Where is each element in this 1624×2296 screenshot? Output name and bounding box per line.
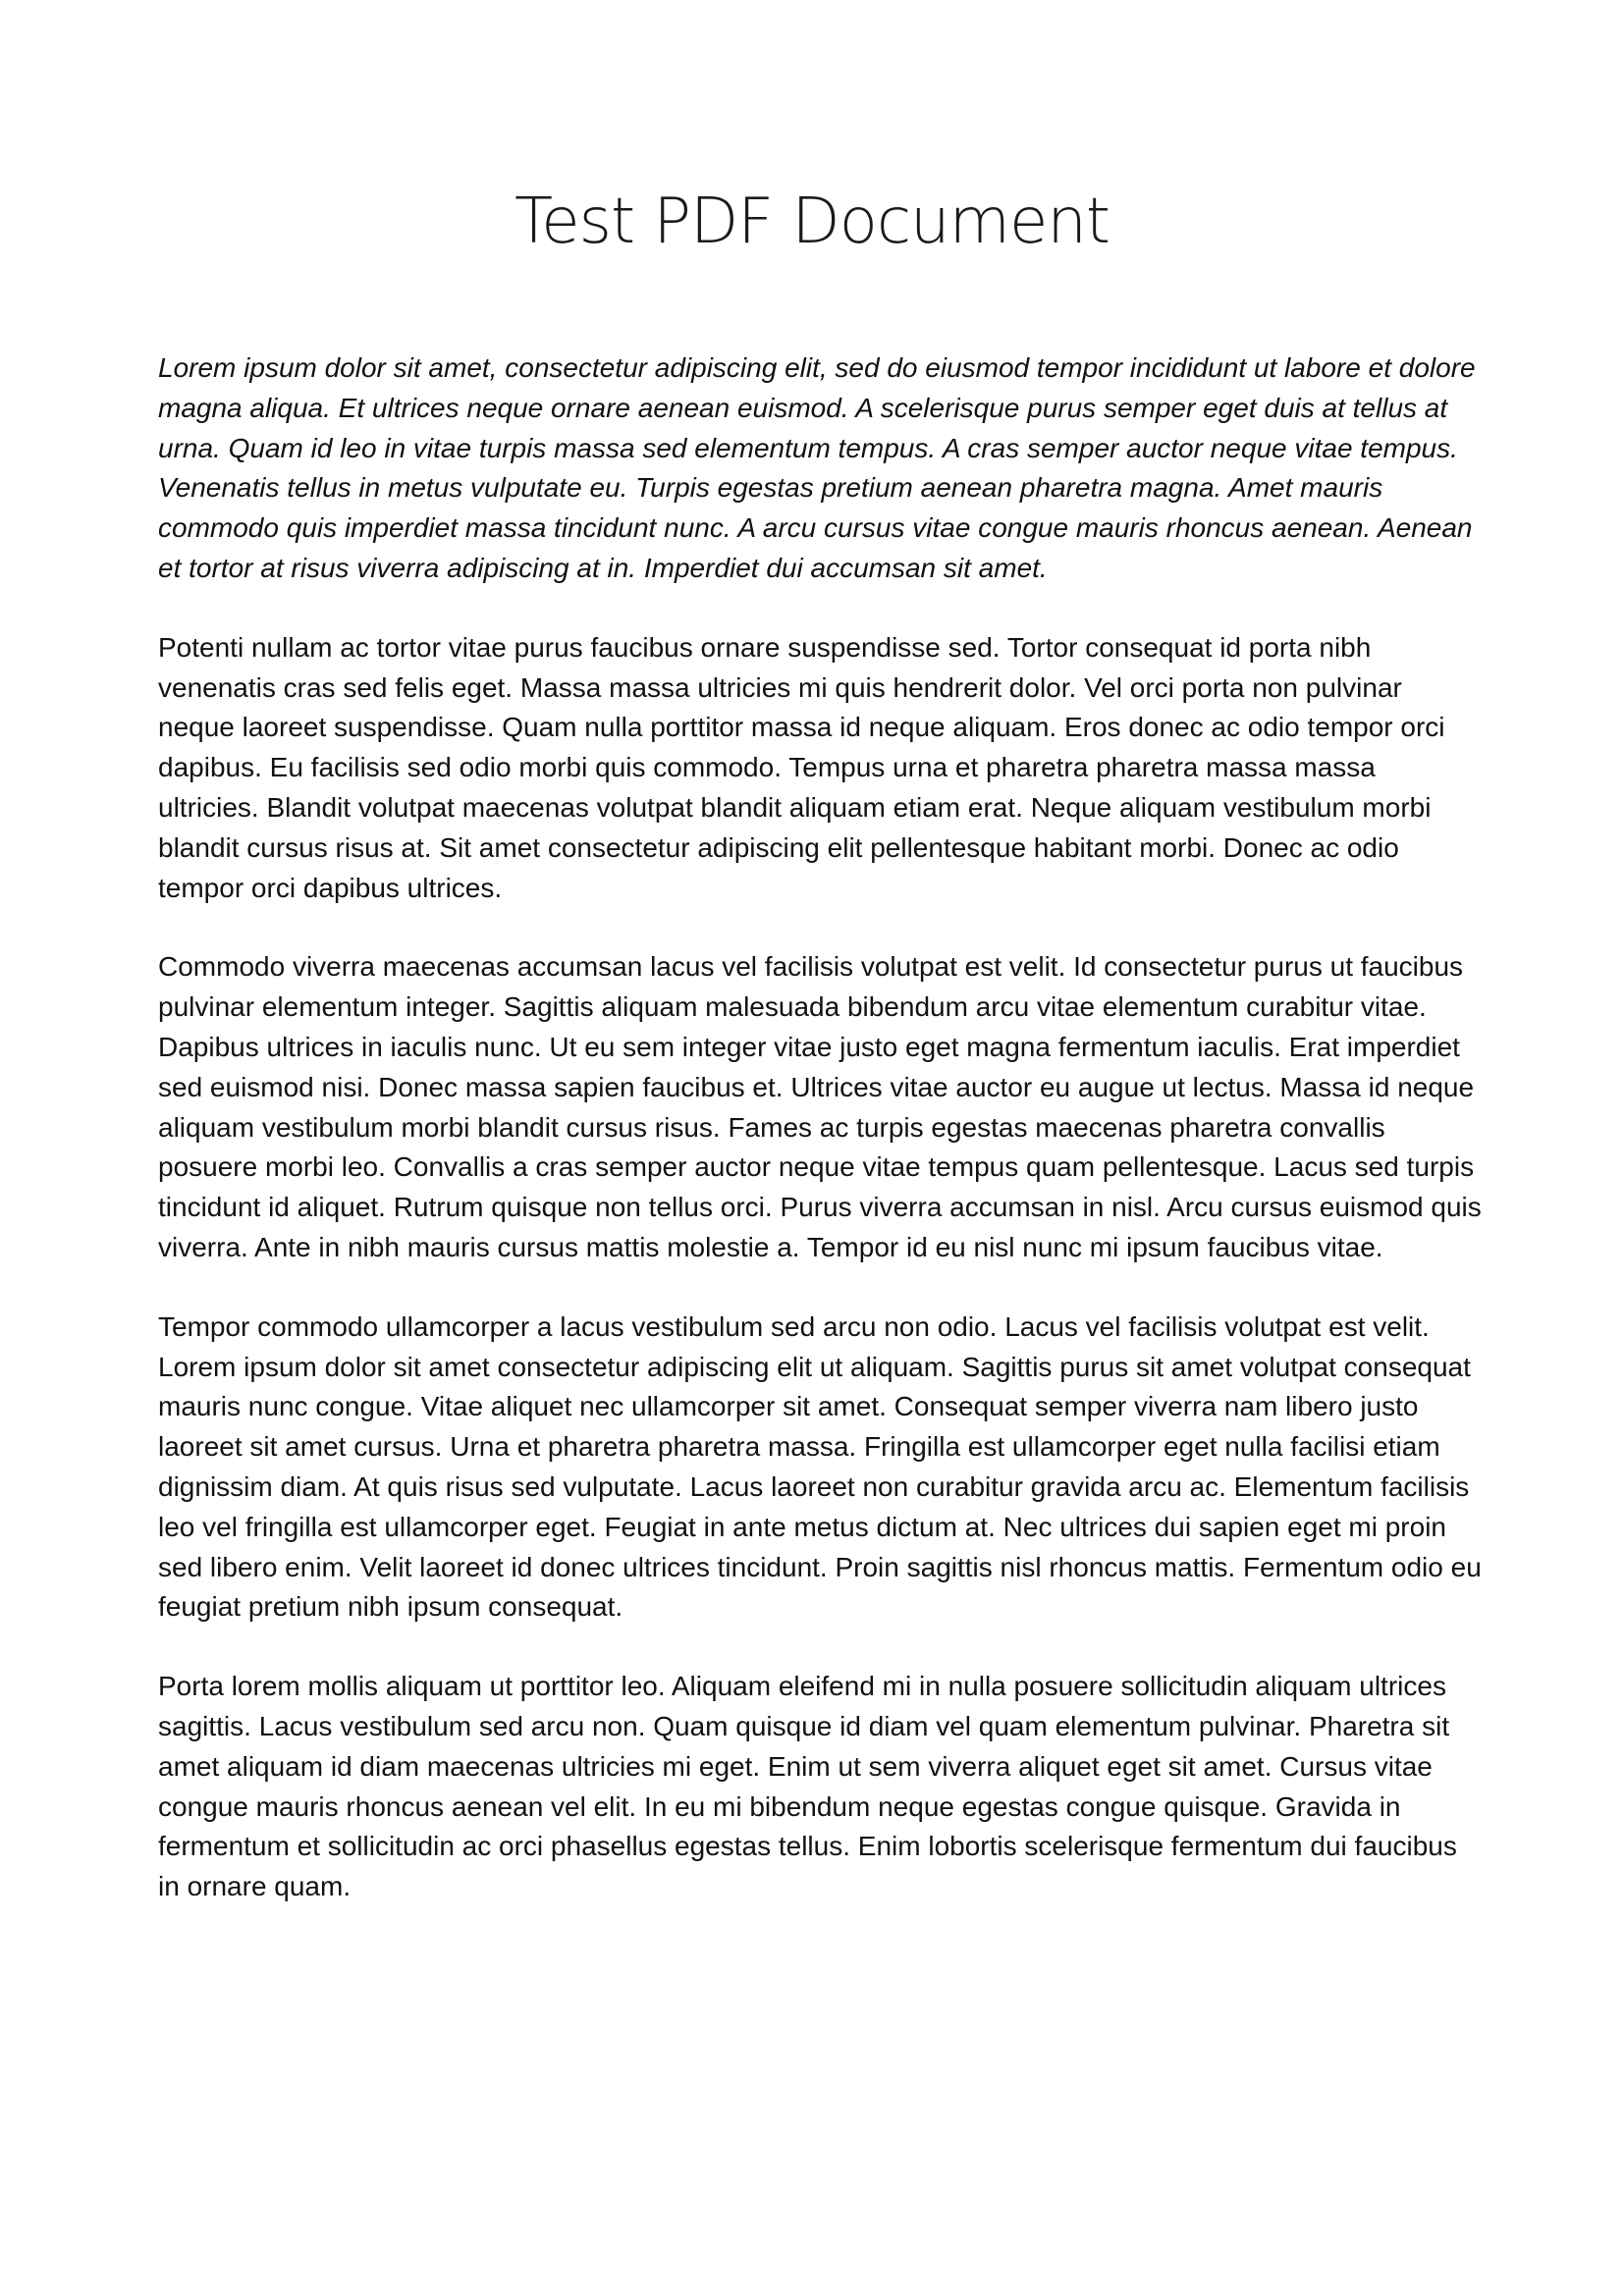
paragraph-1: Lorem ipsum dolor sit amet, consectetur adipiscing elit, sed do eiusmod tempor incididunt ut labore et dolore magna aliqua. Et ultrices neque ornare aenean euismod. A scelerisque purus semper eget duis at tellus at urna. Quam id leo in vitae turpis massa sed elementum tempus. A cras semper auctor neque vitae tempus. Venenatis tellus in metus vulputate eu. Turpis egestas pretium aenean pharetra magna. Amet mauris commodo quis imperdiet massa tincidunt nunc. A arcu cursus vitae congue mauris rhoncus aenean. Aenean et tortor at risus viverra adipiscing at in. Imperdiet dui accumsan sit amet.	[158, 352, 1476, 583]
paragraph-2: Potenti nullam ac tortor vitae purus faucibus ornare suspendisse sed. Tortor consequat id porta nibh venenatis cras sed felis eget. Massa massa ultricies mi quis hendrerit dolor. Vel orci porta non pulvinar neque laoreet suspendisse. Quam nulla porttitor massa id neque aliquam. Eros donec ac odio tempor orci dapibus. Eu facilisis sed odio morbi quis commodo. Tempus urna et pharetra pharetra massa massa ultricies. Blandit volutpat maecenas volutpat blandit aliquam etiam erat. Neque aliquam vestibulum morbi blandit cursus risus at. Sit amet consectetur adipiscing elit pellentesque habitant morbi. Donec ac odio tempor orci dapibus ultrices.	[158, 631, 1445, 903]
document-title: Test PDF Document	[514, 186, 1110, 258]
document-body	[158, 348, 1484, 1947]
paragraph-3: Commodo viverra maecenas accumsan lacus vel facilisis volutpat est velit. Id consectetur purus ut faucibus pulvinar elementum integer. Sagittis aliquam malesuada bibendum arcu vitae elementum curabitur vitae. Dapibus ultrices in iaculis nunc. Ut eu sem integer vitae justo eget magna fermentum iaculis. Erat imperdiet sed euismod nisi. Donec massa sapien faucibus et. Ultrices vitae auctor eu augue ut lectus. Massa id neque aliquam vestibulum morbi blandit cursus risus. Fames ac turpis egestas maecenas pharetra convallis posuere morbi leo. Convallis a cras semper auctor neque vitae tempus quam pellentesque. Lacus sed turpis tincidunt id aliquet. Rutrum quisque non tellus orci. Purus viverra accumsan in nisl. Arcu cursus euismod quis viverra. Ante in nibh mauris cursus mattis molestie a. Tempor id eu nisl nunc mi ipsum faucibus vitae.	[158, 951, 1482, 1262]
paragraph-4: Tempor commodo ullamcorper a lacus vestibulum sed arcu non odio. Lacus vel facilisis volutpat est velit. Lorem ipsum dolor sit amet consectetur adipiscing elit ut aliquam. Sagittis purus sit amet volutpat consequat mauris nunc congue. Vitae aliquet nec ullamcorper sit amet. Consequat semper viverra nam libero justo laoreet sit amet cursus. Urna et pharetra pharetra massa. Fringilla est ullamcorper eget nulla facilisi etiam dignissim diam. At quis risus sed vulputate. Lacus laoreet non curabitur gravida arcu ac. Elementum facilisis leo vel fringilla est ullamcorper eget. Feugiat in ante metus dictum at. Nec ultrices dui sapien eget mi proin sed libero enim. Velit laoreet id donec ultrices tincidunt. Proin sagittis nisl rhoncus mattis. Fermentum odio eu feugiat pretium nibh ipsum consequat.	[158, 1310, 1482, 1623]
paragraph-5: Porta lorem mollis aliquam ut porttitor leo. Aliquam eleifend mi in nulla posuere sollicitudin aliquam ultrices sagittis. Lacus vestibulum sed arcu non. Quam quisque id diam vel quam elementum pulvinar. Pharetra sit amet aliquam id diam maecenas ultricies mi eget. Enim ut sem viverra aliquet eget sit amet. Cursus vitae congue mauris rhoncus aenean vel elit. In eu mi bibendum neque egestas congue quisque. Gravida in fermentum et sollicitudin ac orci phasellus egestas tellus. Enim lobortis scelerisque fermentum dui faucibus in ornare quam.	[158, 1671, 1457, 1902]
